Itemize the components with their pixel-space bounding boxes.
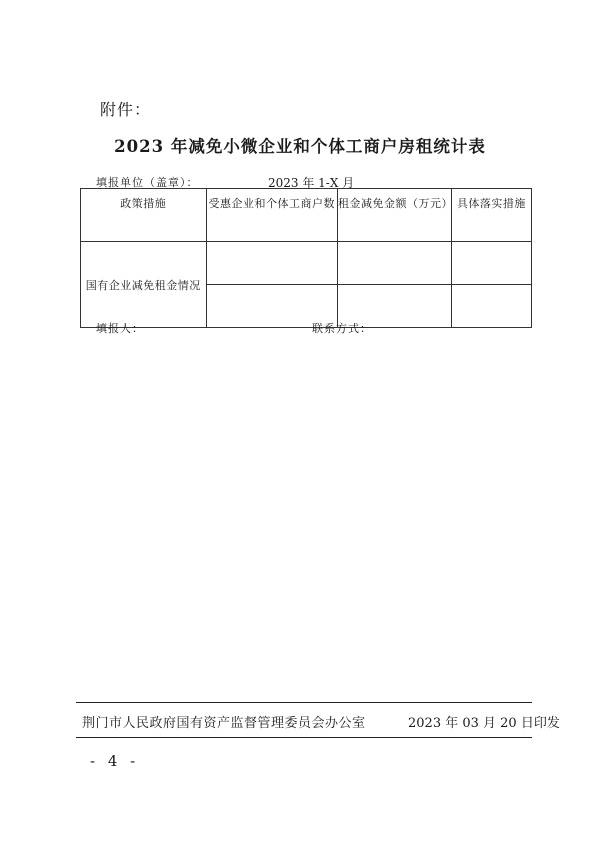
header-rent-reduction-amount: 租金减免金额（万元） [338, 189, 452, 242]
contact-label: 联系方式： [312, 322, 372, 335]
policy-row-label: 国有企业减免租金情况 [81, 242, 207, 328]
reporting-unit-label: 填报单位（盖章）： [96, 176, 199, 189]
table-header-row [81, 189, 532, 242]
table-cell [206, 242, 337, 285]
header-policy: 政策措施 [81, 189, 207, 242]
footer-issue-date: 2023 年 03 月 20 日印发 [408, 716, 560, 731]
footer-top-rule [76, 702, 532, 703]
table-cell [338, 242, 452, 285]
header-specific-measures: 具体落实措施 [451, 189, 531, 242]
table-cell [451, 242, 531, 285]
attachment-label: 附件： [100, 100, 152, 119]
reporting-period: 2023 年 1-X 月 [268, 176, 355, 190]
filler-label: 填报人： [96, 322, 144, 335]
table-row [81, 242, 532, 285]
header-beneficiaries: 受惠企业和个体工商户数 [206, 189, 337, 242]
footer-issuing-office: 荆门市人民政府国有资产监督管理委员会办公室 [82, 716, 366, 731]
table-cell [451, 285, 531, 328]
document-title: 2023 年减免小微企业和个体工商户房租统计表 [114, 137, 486, 156]
footer-bottom-rule [76, 737, 532, 738]
rent-statistics-table [80, 188, 532, 328]
page-number: - 4 - [90, 752, 140, 770]
